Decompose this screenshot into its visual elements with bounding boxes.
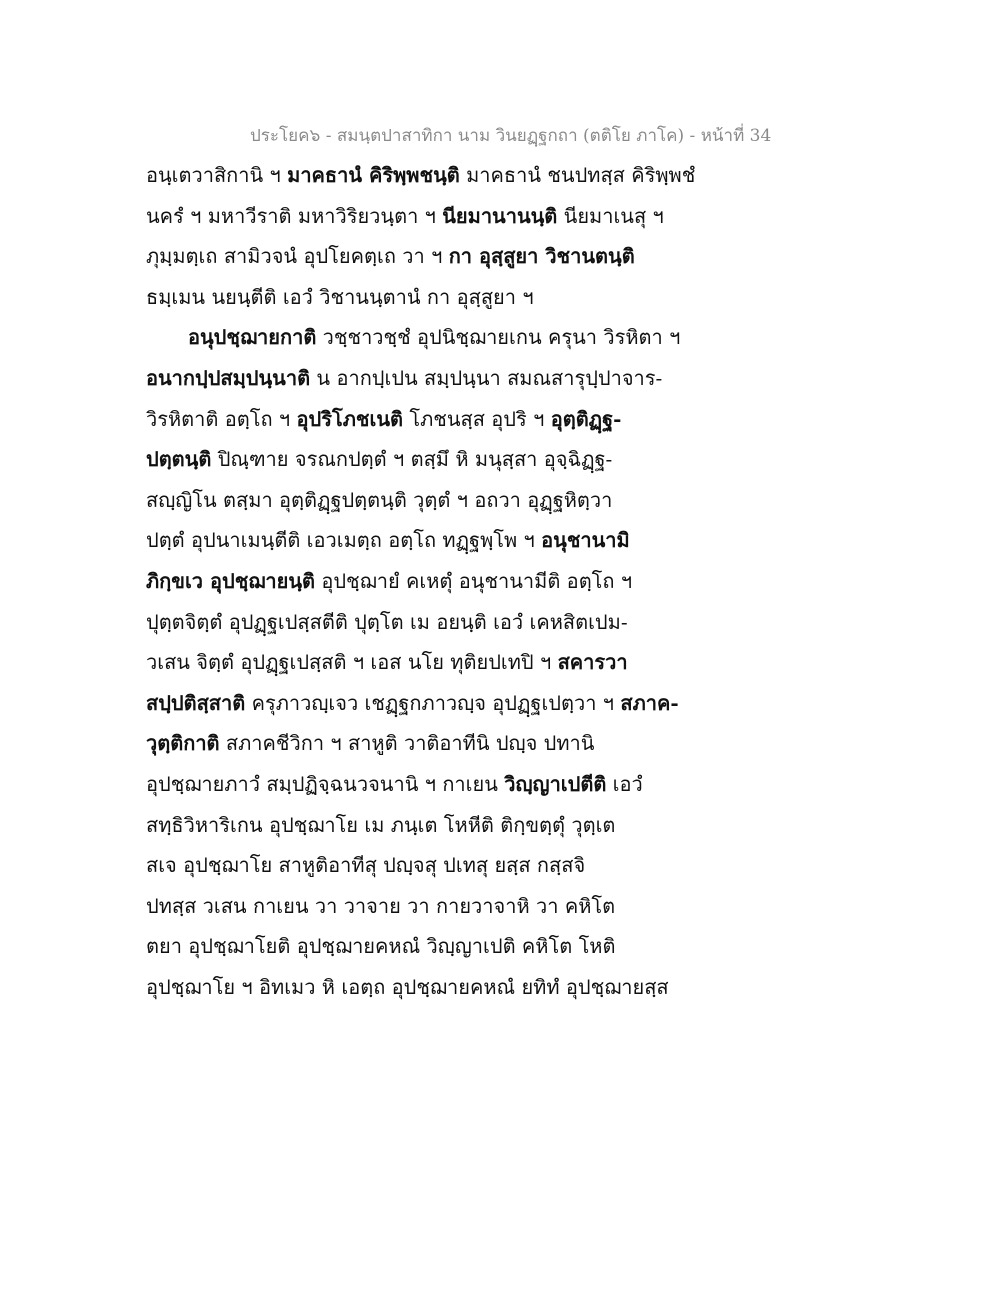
bold-term: อนากปฺปสมฺปนฺนาติ <box>146 365 311 390</box>
bold-term: มาคธานํ คิริพฺพชนฺติ <box>287 163 460 187</box>
bold-term: นียมานานนฺติ <box>442 203 558 228</box>
text-line <box>146 358 706 399</box>
text-segment: ธมฺเมน นยนฺตีติ เอวํ วิชานนฺตานํ กา อุสฺสูยา ฯ <box>146 284 534 309</box>
text-line <box>146 642 706 683</box>
text-segment: เอวํ <box>606 771 643 796</box>
text-line <box>146 886 706 927</box>
text-line <box>146 520 706 561</box>
text-segment: วเสน จิตฺตํ อุปฏฺฐเปสฺสติ ฯ เอส นโย ทุติยปเทปิ ฯ <box>146 650 558 675</box>
text-segment: ปุตฺตจิตฺตํ อุปฏฺฐเปสฺสตีติ ปุตฺโต เม อยนฺติ เอวํ เคหสิตเปม- <box>146 609 628 634</box>
text-segment: สทฺธิวิหาริเกน อุปชฺฌาโย เม ภนฺเต โหหีติ ติกฺขตฺตุํ วุตฺเต <box>146 812 616 837</box>
bold-term: อุปริโภชเนติ <box>296 406 403 431</box>
bold-term: อนุปชฺฌายกาติ <box>188 325 317 350</box>
text-line <box>146 805 706 846</box>
text-line <box>146 480 706 521</box>
text-segment: ครุภาวญฺเจว เชฏฺฐกภาวญฺจ อุปฏฺฐเปตฺวา ฯ <box>245 690 621 715</box>
text-segment: ปิณฺฑาย จรณกปตฺตํ ฯ ตสฺมึ หิ มนุสฺสา อุจฺฉิฏฺฐ- <box>211 447 613 472</box>
text-segment: น อากปฺเปน สมฺปนฺนา สมณสารุปฺปาจาร- <box>310 365 663 390</box>
bold-term: สภาค- <box>620 690 679 715</box>
bold-term: สปฺปติสฺสาติ <box>146 690 246 715</box>
bold-term: วิญฺญาเปตีติ <box>504 771 607 796</box>
text-line <box>146 561 706 602</box>
bold-term: ปตฺตนฺติ <box>146 447 212 472</box>
bold-term: วุตฺติกาติ <box>146 731 220 756</box>
text-line <box>146 602 706 643</box>
text-segment: สญฺญิโน ตสฺมา อุตฺติฏฺฐปตฺตนฺติ วุตฺตํ ฯ อถวา อุฏฺฐหิตฺวา <box>146 487 613 512</box>
bold-term: อุตฺติฏฺฐ- <box>550 406 622 431</box>
text-segment: ตยา อุปชฺฌาโยติ อุปชฺฌายคหณํ วิญฺญาเปติ คหิโต โหติ <box>146 934 616 959</box>
text-segment: มาคธานํ ชนปทสฺส คิริพฺพชํ <box>459 163 696 187</box>
bold-term: อนุชานามิ <box>541 528 630 553</box>
text-line <box>146 683 706 724</box>
text-line <box>146 399 706 440</box>
text-segment: วิรหิตาติ อตฺโถ ฯ <box>146 406 297 431</box>
text-segment: อุปชฺฌายภาวํ สมฺปฏิจฺฉนวจนานิ ฯ กาเยน <box>146 771 505 796</box>
text-line <box>146 764 706 805</box>
text-segment: สเจ อุปชฺฌาโย สาหูติอาทีสุ ปญฺจสุ ปเทสุ ยสฺส กสฺสจิ <box>146 853 586 878</box>
text-line <box>146 196 706 237</box>
text-segment: โภชนสฺส อุปริ ฯ <box>402 406 551 431</box>
bold-term: สคารวา <box>557 650 628 675</box>
text-segment: ปตฺตํ อุปนาเมนฺตีติ เอวเมตฺถ อตฺโถ ทฏฺฐพฺโพ ฯ <box>146 528 542 553</box>
text-line <box>146 926 706 967</box>
text-segment: อุปชฺฌาโย ฯ อิทเมว หิ เอตฺถ อุปชฺฌายคหณํ ยทิทํ อุปชฺฌายสฺส <box>146 974 669 999</box>
text-line <box>146 967 706 1008</box>
text-line <box>146 439 706 480</box>
text-segment: อุปชฺฌายํ คเหตุํ อนุชานามีติ อตฺโถ ฯ <box>314 568 633 593</box>
text-line <box>146 845 706 886</box>
bold-term: กา อุสฺสูยา วิชานตนฺติ <box>448 244 635 269</box>
text-segment: นียมาเนสุ ฯ <box>557 203 664 228</box>
text-segment: ปทสฺส วเสน กาเยน วา วาจาย วา กายวาจาหิ วา คหิโต <box>146 893 616 918</box>
text-line <box>146 277 706 318</box>
text-segment: อนฺเตวาสิกานิ ฯ <box>146 163 288 187</box>
text-line <box>146 317 706 358</box>
text-segment: นครํ ฯ มหาวีราติ มหาวิริยวนฺตา ฯ <box>146 203 443 228</box>
text-segment: วชฺชาวชฺชํ อุปนิชฺฌายเกน ครุนา วิรหิตา ฯ <box>316 325 681 350</box>
bold-term: ภิกฺขเว อุปชฺฌายนฺติ <box>146 568 315 593</box>
running-header: ประโยค๖ - สมนฺตปาสาทิกา นาม วินยฏฺฐกถา (ตติโย ภาโค) - หน้าที่ 34 <box>250 126 772 146</box>
text-segment: ภุมฺมตฺเถ สามิวจนํ อุปโยคตฺเถ วา ฯ <box>146 244 449 269</box>
text-line <box>146 723 706 764</box>
text-line <box>146 155 706 196</box>
body-text <box>146 155 706 1007</box>
text-segment: สภาคชีวิกา ฯ สาหูติ วาติอาทีนิ ปญฺจ ปทานิ <box>219 731 595 756</box>
text-line <box>146 236 706 277</box>
